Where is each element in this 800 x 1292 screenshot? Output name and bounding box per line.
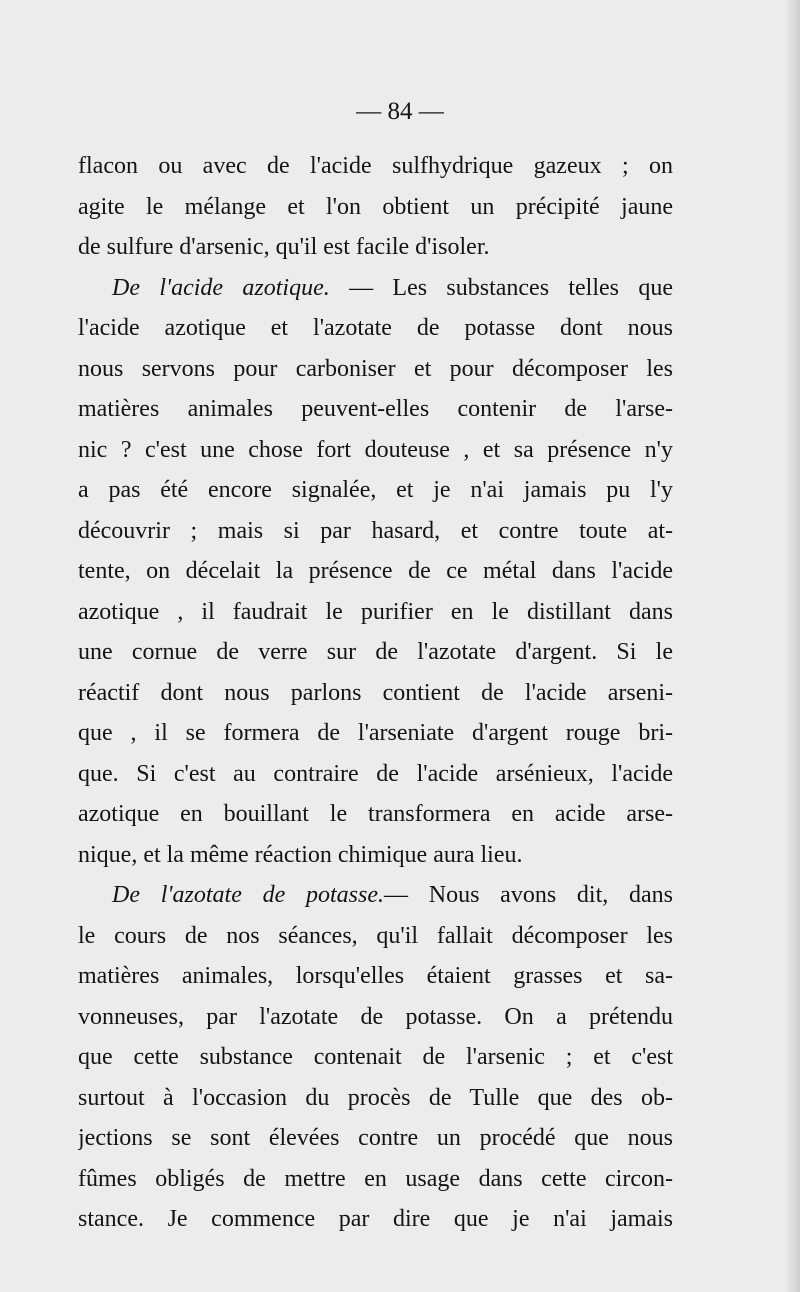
text-line: nic ? c'est une chose fort douteuse , et sa présence n'y	[78, 436, 673, 463]
section-heading-azotate-de-potasse: De l'azotate de potasse.	[112, 882, 385, 908]
section-heading-acide-azotique: De l'acide azotique.	[112, 274, 330, 301]
text-line: stance. Je commence par dire que je n'ai jamais	[78, 1206, 673, 1232]
text-line: flacon ou avec de l'acide sulfhydrique gazeux ; on	[78, 153, 673, 179]
heading-line-rest: — Les substances telles que	[329, 274, 673, 301]
text-line: matières animales peuvent-elles contenir de l'arse-	[78, 396, 673, 422]
body-text	[78, 146, 673, 1240]
text-line: matières animales, lorsqu'elles étaient grasses et sa-	[78, 963, 673, 989]
text-line: fûmes obligés de mettre en usage dans cette circon-	[78, 1165, 673, 1192]
section-heading-line	[78, 268, 673, 309]
text-line: le cours de nos séances, qu'il fallait décomposer les	[78, 922, 673, 949]
text-line: azotique , il faudrait le purifier en le distillant dans	[78, 598, 673, 625]
text-line: découvrir ; mais si par hasard, et contre toute at-	[78, 517, 673, 544]
text-line: réactif dont nous parlons contient de l'acide arseni-	[78, 679, 673, 706]
text-line: vonneuses, par l'azotate de potasse. On a prétendu	[78, 1003, 673, 1030]
text-line: que cette substance contenait de l'arsenic ; et c'est	[78, 1044, 673, 1070]
text-line: tente, on décelait la présence de ce métal dans l'acide	[78, 558, 673, 584]
text-line: azotique en bouillant le transformera en acide arse-	[78, 801, 673, 827]
text-line: une cornue de verre sur de l'azotate d'argent. Si le	[78, 639, 673, 665]
text-line: que , il se formera de l'arseniate d'argent rouge bri-	[78, 720, 673, 746]
text-line: nique, et la même réaction chimique aura lieu.	[78, 841, 523, 868]
text-line: l'acide azotique et l'azotate de potasse dont nous	[78, 315, 673, 341]
text-line: surtout à l'occasion du procès de Tulle que des ob-	[78, 1084, 673, 1111]
heading-line-rest: — Nous avons dit, dans	[384, 882, 673, 908]
text-line: que. Si c'est au contraire de l'acide arsénieux, l'acide	[78, 760, 673, 787]
text-line: jections se sont élevées contre un procédé que nous	[78, 1125, 673, 1151]
page-number: — 84 —	[356, 98, 444, 125]
text-line: a pas été encore signalée, et je n'ai jamais pu l'y	[78, 477, 673, 503]
text-line: de sulfure d'arsenic, qu'il est facile d'isoler.	[78, 234, 490, 260]
text-line: nous servons pour carboniser et pour décomposer les	[78, 355, 673, 382]
section-heading-line	[78, 875, 673, 916]
text-line: agite le mélange et l'on obtient un précipité jaune	[78, 193, 673, 220]
